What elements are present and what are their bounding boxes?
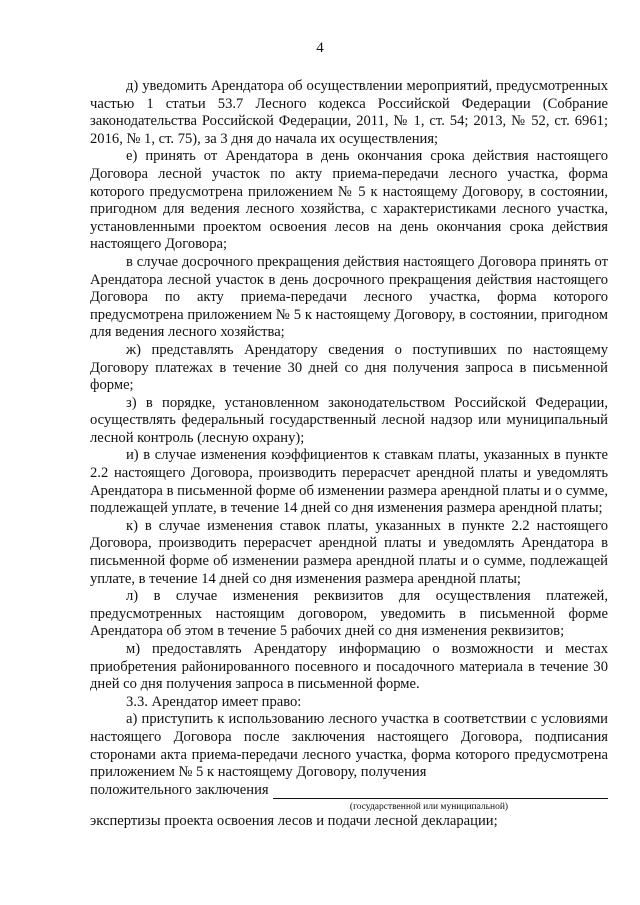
page-number: 4: [316, 40, 324, 56]
paragraph-i: и) в случае изменения коэффициентов к ставкам платы, указанных в пункте 2.2 настоящего Договора, производить перерасчет арендной платы и уведомлять Арендатора в письменной форме об изменении размера арендной платы и о сумме, подлежащей уплате, в течение 14 дней со дня изменения размера арендной платы;: [90, 447, 608, 517]
section-heading: 3.3. Арендатор имеет право:: [126, 693, 302, 710]
paragraph-z: з) в порядке, установленном законодательством Российской Федерации, осуществлять федеральный государственный лесной надзор или муниципальный лесной контроль (лесную охрану);: [90, 394, 608, 446]
paragraph-a-continuation: экспертизы проекта освоения лесов и подачи лесной декларации;: [90, 813, 498, 830]
paragraph-m: м) предоставлять Арендатору информацию о возможности и местах приобретения районированного посевного и посадочного материала в течение 30 дней со дня получения запроса в письменной форме.: [90, 641, 608, 693]
paragraph-d: д) уведомить Арендатора об осуществлении мероприятий, предусмотренных частью 1 статьи 53.7 Лесного кодекса Российской Федерации (Собрание законодательства Российской Федерации, 2011, № 1, ст. 54; 2013, № 52, ст. 6961; 2016, № 1, ст. 75), за 3 дня до начала их осуществления;: [90, 78, 608, 147]
fill-in-blank: [273, 785, 608, 799]
paragraph-e: е) принять от Арендатора в день окончания срока действия настоящего Договора лесной участок по акту приема-передачи лесного участка, форма которого предусмотрена приложением № 5 к настоящему Договору, в состоянии, пригодном для ведения лесного хозяйства, с характеристиками лесного участка, установленными проектом освоения лесов на день окончания срока действия настоящего Договора;: [90, 148, 608, 253]
blank-caption: (государственной или муниципальной): [349, 802, 509, 813]
last-line-prefix: положительного заключения: [90, 781, 269, 798]
paragraph-a: а) приступить к использованию лесного участка в соответствии с условиями настоящего Договора после заключения настоящего Договора, подписания сторонами акта приема-передачи лесного участка, форма которого предусмотрена приложением № 5 к настоящему Договору, получения: [90, 711, 608, 781]
paragraph-k: к) в случае изменения ставок платы, указанных в пункте 2.2 настоящего Договора, производить перерасчет арендной платы и уведомлять Арендатора в письменной форме об изменении размера арендной платы и о сумме, подлежащей уплате, в течение 14 дней со дня изменения размера арендной платы;: [90, 517, 608, 587]
document-body: [90, 78, 608, 831]
paragraph-l: л) в случае изменения реквизитов для осуществления платежей, предусмотренных настоящим договором, уведомить в письменной форме Арендатора об этом в течение 5 рабочих дней со дня изменения реквизитов;: [90, 588, 608, 640]
blank-line-row: [90, 782, 608, 800]
paragraph-early-termination: в случае досрочного прекращения действия настоящего Договора принять от Арендатора лесной участок в день досрочного прекращения действия настоящего Договора по акту приема-передачи лесного участка, форма которого предусмотрена приложением № 5 к настоящему Договору, в состоянии, пригодном для ведения лесного хозяйства;: [90, 253, 608, 341]
paragraph-zh: ж) представлять Арендатору сведения о поступивших по настоящему Договору платежах в течение 30 дней со дня получения запроса в письменной форме;: [90, 341, 608, 394]
